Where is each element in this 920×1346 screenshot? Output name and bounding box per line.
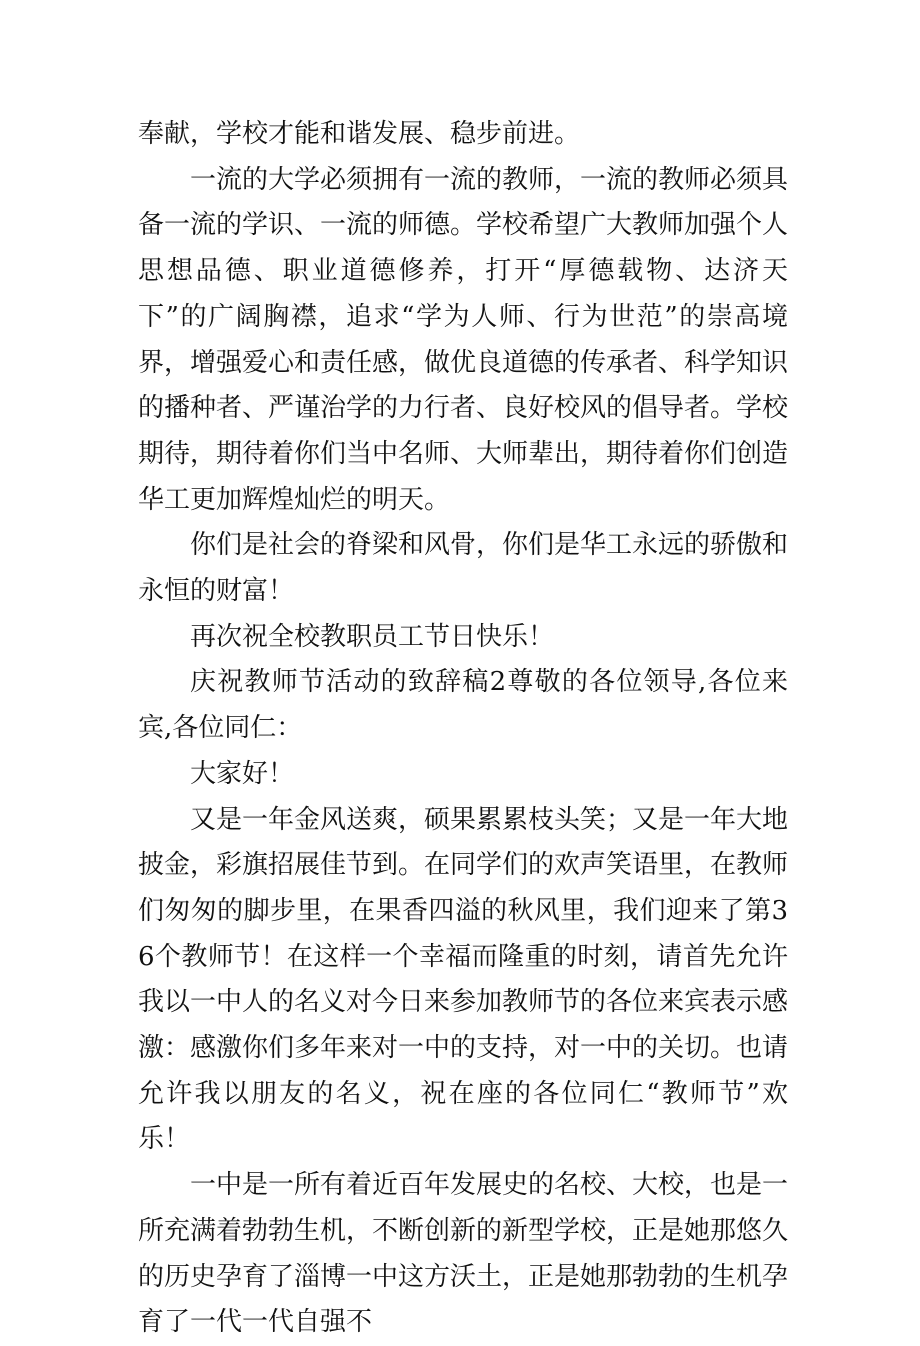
paragraph-7: 又是一年金风送爽，硕果累累枝头笑；又是一年大地披金，彩旗招展佳节到。在同学们的欢声笑语里，在教师们匆匆的脚步里，在果香四溢的秋风里，我们迎来了第36个教师节！在这样一个幸福而隆重的时刻，请首先允许我以一中人的名义对今日来参加教师节的各位来宾表示感激：感激你们多年来对一中的支持，对一中的关切。也请允许我以朋友的名义，祝在座的各位同仁“教师节”欢乐！ xyxy=(138,804,789,1155)
document-body xyxy=(138,112,788,1346)
paragraph-4: 再次祝全校教职员工节日快乐！ xyxy=(190,621,555,652)
paragraph-2: 一流的大学必须拥有一流的教师，一流的教师必须具备一流的学识、一流的师德。学校希望广大教师加强个人思想品德、职业道德修养，打开“厚德载物、达济天下”的广阔胸襟，追求“学为人师、行为世范”的崇高境界，增强爱心和责任感，做优良道德的传承者、科学知识的播种者、严谨治学的力行者、良好校风的倡导者。学校期待，期待着你们当中名师、大师辈出，期待着你们创造华工更加辉煌灿烂的明天。 xyxy=(138,164,789,515)
paragraph-3: 你们是社会的脊梁和风骨，你们是华工永远的骄傲和永恒的财富！ xyxy=(138,530,789,607)
paragraph-1: 奉献，学校才能和谐发展、稳步前进。 xyxy=(138,119,581,149)
paragraph-8: 一中是一所有着近百年发展史的名校、大校，也是一所充满着勃勃生机，不断创新的新型学校，正是她那悠久的历史孕育了淄博一中这方沃土，正是她那勃勃的生机孕育了一代一代自强不 xyxy=(138,1170,789,1338)
paragraph-6-greeting: 大家好！ xyxy=(190,758,295,789)
paragraph-5-speech-title: 庆祝教师节活动的致辞稿2尊敬的各位领导,各位来宾,各位同仁： xyxy=(138,667,788,744)
